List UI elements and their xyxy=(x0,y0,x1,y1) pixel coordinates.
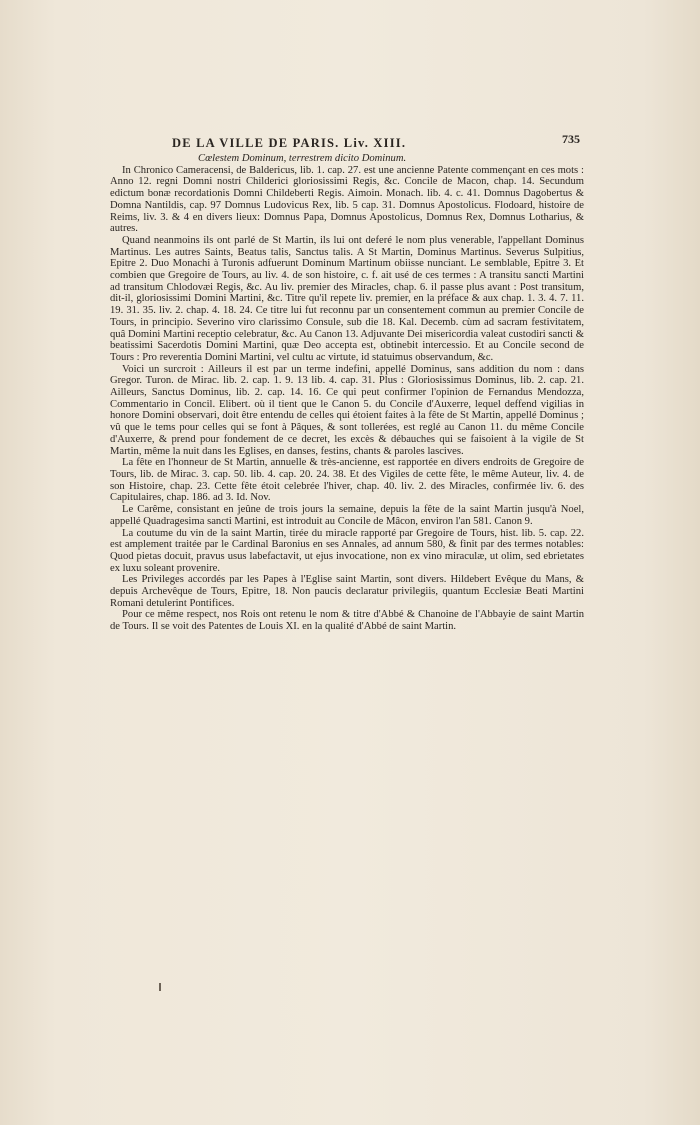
paragraph: Pour ce même respect, nos Rois ont retenu le nom & titre d'Abbé & Chanoine de l'Abbayie de saint Martin de Tours. Il se voit des Patentes de Louis XI. en la qualité d'Abbé de saint Martin. xyxy=(110,609,584,633)
paragraph: Le Carême, consistant en jeûne de trois jours la semaine, depuis la fête de la saint Martin jusqu'à Noel, appellé Quadragesima sancti Martini, est introduit au Concile de Mâcon, environ l'an 581. Canon 9. xyxy=(110,504,584,527)
page-number: 735 xyxy=(562,132,580,146)
paragraph: La coutume du vin de la saint Martin, tirée du miracle rapporté par Gregoire de Tours, hist. lib. 5. cap. 22. est amplement traitée par le Cardinal Baronius en ses Annales, ad annum 580, & finit par des termes notables: Quod pietas docuit, pravus usus labefactavit, ut ejus invocatione, non ex vino miraculæ, ut olim, sed ebrietates ex luxu soleant provenire. xyxy=(110,527,584,574)
paragraph: La fête en l'honneur de St Martin, annuelle & très-ancienne, est rapportée en divers endroits de Gregoire de Tours, lib. de Mirac. 3. cap. 50. lib. 4. cap. 20. 24. 38. Et des Vigiles de cette fête, le même Auteur, liv. 4. de son Histoire, chap. 23. Cette fête étoit celebrée l'hiver, chap. 40. liv. 2. des Miracles, confirmée liv. 6. des Capitulaires, chap. 186. ad 3. Id. Nov. xyxy=(110,457,584,504)
paragraph: Voici un surcroit : Ailleurs il est par un terme indefini, appellé Dominus, sans addition du nom : dans Gregor. Turon. de Mirac. lib. 2. cap. 1. 9. 13 lib. 4. cap. 31. Plus : Gloriosissimus Dominus, lib. 2. cap. 21. Ailleurs, Sanctus Dominus, lib. 2. cap. 14. 16. Ce qui peut confirmer l'opinion de Fernandus Mendozza, Commentario in Concil. Elibert. où il tient que le Canon 5. du Concile d'Auxerre, lequel deffend vigilias in honore Domini observari, doit être entendu de celles qui étoient faites à la fête de St Martin, appellé Dominus ; vû que le tems pour celles qui se font à Pâques, & sont tollerées, est reglé au Canon 11. du même Concile d'Auxerre, & prend pour fondement de ce decret, les excès & débauches qui se faisoient à la vigile de St Martin, même la nuit dans les Eglises, en danses, festins, chants & paroles lascives. xyxy=(110,363,584,457)
paragraph: In Chronico Cameracensi, de Baldericus, lib. 1. cap. 27. est une ancienne Patente commençant en ces mots : Anno 12. regni Domni nostri Childerici gloriosissimi Regis, &c. Concile de Macon, chap. 14. Secundum edictum bonæ recordationis Domni Childeberti Regis. Aimoin. Monach. lib. 4. c. 41. Domnus Dagobertus & Domna Nantildis, cap. 97 Domnus Ludovicus Rex, lib. 5 cap. 31. Domnus Apostolicus. Flodoard, histoire de Reims, liv. 3. & 4 en divers lieux: Domnus Papa, Domnus Apostolicus, Domnus Rex, Domnus Lotharius, & autres. xyxy=(110,164,584,235)
page-header xyxy=(172,132,580,152)
running-head: DE LA VILLE DE PARIS. Liv. XIII. xyxy=(172,136,407,150)
paragraph: Quand neanmoins ils ont parlé de St Martin, ils lui ont deferé le nom plus venerable, l'appellant Dominus Martinus. Les autres Saints, Beatus talis, Sanctus talis. A St Martin, Dominus Martinus. Severus Sulpitius, Epitre 2. Duo Monachi à Turonis adfuerunt Dominum Martinum obiisse nunciant. Le semblable, Epitre 3. Et combien que Gregoire de Tours, au liv. 4. de son histoire, c. f. ait usé de ces termes : A transitu sancti Martini ad transitum Chlodovæi Regis, &c. Au liv. premier des Miracles, chap. 6. il passe plus avant : Post transitum, dit-il, gloriosissimi Domini Martini, &c. Titre qu'il repete liv. premier, en la préface & aux chap. 1. 3. 4. 7. 11. 19. 31. 35. liv. 2. chap. 4. 18. 24. Ce titre lui fut reconnu par un consentement commun au premier Concile de Tours, in principio. Severino viro clarissimo Consule, sub die 18. Kal. Decemb. cùm ad sacram festivitatem, quâ Domini Martini receptio celebratur, &c. Au Canon 13. Adjuvante Dei misericordia valeat custodiri sancti & beatissimi Sacerdotis Domini Martini, quæ Deo accepta est, obtinebit intercessio. Et au Concile second de Tours : Pro reverentia Domini Martini, vel cultu ac virtute, id statuimus observandum, &c. xyxy=(110,234,584,363)
body-text xyxy=(110,153,584,633)
paragraph: Les Privileges accordés par les Papes à l'Eglise saint Martin, sont divers. Hildebert Evêque du Mans, & depuis Archevêque de Tours, Epitre, 18. Non paucis declaratur privilegiis, quantum Ecclesiæ Beati Martini Romani detulerint Pontifices. xyxy=(110,574,584,609)
ink-mark xyxy=(159,983,161,991)
paragraph: Cœlestem Dominum, terrestrem dicito Dominum. xyxy=(198,153,407,164)
